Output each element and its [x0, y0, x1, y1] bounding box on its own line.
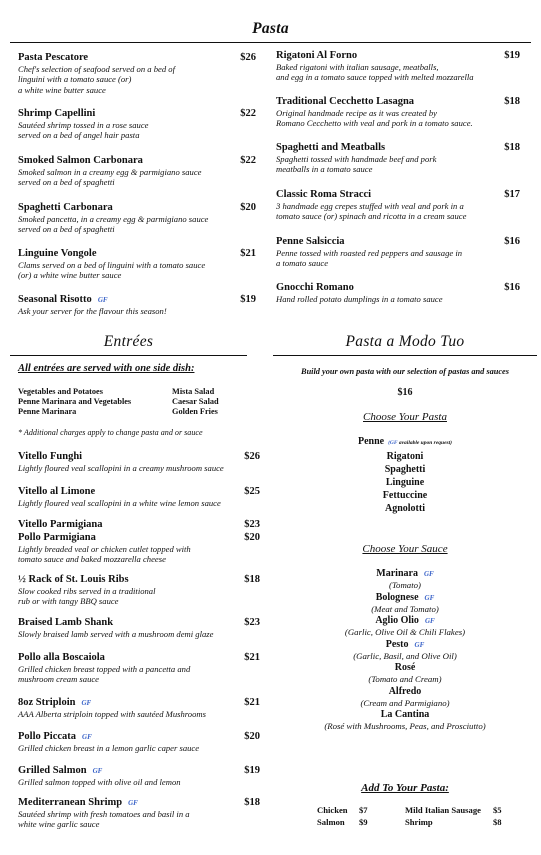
- sauce-name: Aglio Olio GF: [375, 615, 435, 626]
- pasta-choice-name: Rigatoni: [386, 451, 424, 462]
- pasta-choice-name: Penne: [357, 436, 385, 447]
- pasta-choice-name: Agnolotti: [385, 503, 425, 514]
- side-dish: Mista Salad: [172, 387, 215, 396]
- item-description: Spaghetti tossed with handmade beef and pork: [276, 154, 437, 164]
- pasta-choice: [273, 450, 537, 463]
- addon-price: $8: [493, 817, 502, 827]
- menu-item: [18, 155, 256, 188]
- item-description: white wine garlic sauce: [18, 819, 100, 830]
- item-description: Sautéed shrimp tossed in a rose sauce: [18, 120, 149, 130]
- item-price: $26: [240, 52, 256, 63]
- sauce-description: (Garlic, Basil, and Olive Oil): [353, 650, 457, 661]
- sauce-name: Rosé: [394, 662, 416, 673]
- item-description: (or) a white wine butter sauce: [18, 270, 122, 281]
- pasta-title: Pasta: [252, 20, 289, 37]
- menu-item: [276, 96, 520, 129]
- item-description: tomato sauce and baked mozzarella cheese: [18, 554, 166, 565]
- item-price: $18: [244, 797, 260, 808]
- item-name: Grilled Salmon GF: [18, 765, 103, 776]
- pasta-choice: [273, 489, 537, 502]
- item-name: Shrimp Capellini: [18, 108, 96, 119]
- item-name: Smoked Salmon Carbonara: [18, 155, 143, 166]
- item-price: $16: [504, 282, 520, 293]
- menu-item: [276, 50, 520, 83]
- penne-gf-note: (GF available upon request): [388, 440, 453, 446]
- item-description: Clams served on a bed of linguini with a tomato sauce: [18, 260, 206, 270]
- item-description: Baked rigatoni with italian sausage, meatballs,: [276, 62, 439, 72]
- pasta-choice: [273, 463, 537, 476]
- item-description: Lightly breaded veal or chicken cutlet topped with: [18, 544, 191, 554]
- item-name: Traditional Cecchetto Lasagna: [276, 96, 415, 107]
- item-description: Hand rolled potato dumplings in a tomato sauce: [276, 294, 443, 304]
- item-description: Lightly floured veal scallopini in a creamy mushroom sauce: [18, 463, 224, 473]
- item-name: Penne Salsiccia: [276, 236, 345, 247]
- sauce-description: (Tomato): [389, 580, 421, 590]
- item-price: $21: [244, 697, 260, 708]
- gf-badge: GF: [423, 570, 434, 578]
- choose-sauce-heading: Choose Your Sauce: [362, 543, 448, 555]
- menu-item: [18, 652, 260, 685]
- menu-item: [18, 108, 256, 141]
- item-name: 8oz Striploin GF: [18, 697, 92, 708]
- gf-badge: GF: [414, 640, 425, 649]
- item-price: $19: [504, 50, 520, 61]
- pasta-choice-name: Fettuccine: [382, 490, 428, 501]
- item-description: linguini with a tomato sauce (or): [18, 74, 132, 85]
- item-price: $25: [244, 486, 260, 497]
- item-name: Braised Lamb Shank: [18, 617, 114, 628]
- add-to-pasta-heading: Add To Your Pasta:: [361, 782, 449, 794]
- menu-item: [18, 532, 260, 565]
- menu-item: [18, 574, 260, 607]
- item-price: $17: [504, 189, 520, 200]
- item-price: $22: [240, 155, 256, 166]
- modo-rule: [273, 355, 537, 356]
- item-name: Vitello Funghi: [18, 451, 83, 462]
- item-description: Slowly braised lamb served with a mushroom demi glaze: [18, 629, 214, 639]
- menu-item: [276, 189, 520, 222]
- item-description: rub or with tangy BBQ sauce: [18, 596, 119, 607]
- item-description: Sautéed shrimp with fresh tomatoes and basil in a: [18, 809, 190, 819]
- charges-note: * Additional charges apply to change pasta and or sauce: [18, 428, 203, 437]
- entrees-rule: [10, 355, 247, 356]
- item-price: $20: [244, 731, 260, 742]
- menu-item: [276, 236, 520, 269]
- item-price: $18: [244, 574, 260, 585]
- pasta-choice: [273, 435, 537, 450]
- item-description: a white wine butter sauce: [18, 84, 106, 95]
- sauce-description: (Garlic, Olive Oil & Chili Flakes): [344, 627, 466, 637]
- item-name: Mediterranean Shrimp GF: [18, 797, 138, 808]
- modo-price: $16: [397, 387, 413, 398]
- item-name: Vitello Parmigiana: [18, 519, 103, 530]
- side-dish: Penne Marinara: [18, 407, 77, 416]
- item-description: Romano Cecchetto with veal and pork in a tomato sauce.: [276, 118, 473, 129]
- gf-badge: GF: [97, 296, 108, 304]
- addon-name: Salmon: [317, 817, 345, 827]
- side-dish-heading: All entrées are served with one side dish:: [18, 363, 195, 374]
- item-name: Vitello al Limone: [18, 486, 96, 497]
- item-name: Linguine Vongole: [18, 248, 97, 259]
- menu-item: [18, 765, 260, 787]
- side-dish: Vegetables and Potatoes: [18, 387, 103, 396]
- item-description: served on a bed of spaghetti: [18, 224, 115, 235]
- menu-item: [18, 731, 260, 753]
- addon-name: Chicken: [317, 805, 348, 815]
- pasta-rule: [10, 42, 531, 43]
- menu-item: [18, 451, 260, 473]
- sauce-choice-list: [273, 568, 537, 733]
- item-description: Slow cooked ribs served in a traditional: [18, 586, 156, 596]
- item-price: $19: [244, 765, 260, 776]
- item-name: Gnocchi Romano: [276, 282, 354, 293]
- item-description: Smoked salmon in a creamy egg & parmigiano sauce: [18, 167, 202, 177]
- sauce-description: (Cream and Parmigiano): [360, 697, 450, 708]
- gf-badge: GF: [424, 617, 435, 625]
- item-description: served on a bed of spaghetti: [18, 177, 115, 188]
- menu-item: [18, 202, 256, 235]
- item-name: Rigatoni Al Forno: [276, 50, 358, 61]
- sauce-name: Marinara GF: [376, 568, 434, 579]
- side-dish: Penne Marinara and Vegetables: [18, 397, 132, 406]
- menu-item: [276, 282, 520, 304]
- gf-badge: GF: [92, 767, 103, 775]
- pasta-choice: [273, 502, 537, 515]
- addon-price: $7: [359, 805, 368, 815]
- item-description: a tomato sauce: [276, 258, 329, 269]
- item-description: Smoked pancetta, in a creamy egg & parmigiano sauce: [18, 214, 209, 224]
- sauce-description: (Meat and Tomato): [371, 603, 439, 614]
- pasta-choice-list: [273, 435, 537, 515]
- item-price: $23: [244, 617, 260, 628]
- item-description: tomato sauce (or) spinach and ricotta in a cream sauce: [276, 211, 467, 222]
- gf-badge: GF: [82, 733, 92, 741]
- item-price: $20: [244, 532, 260, 543]
- item-description: Original handmade recipe as it was created by: [276, 108, 437, 118]
- item-name: Pollo alla Boscaiola: [18, 652, 105, 663]
- item-description: Grilled salmon topped with olive oil and lemon: [18, 777, 181, 787]
- item-price: $18: [504, 96, 520, 107]
- pasta-choice-name: Linguine: [385, 477, 425, 488]
- item-description: Chef's selection of seafood served on a bed of: [18, 64, 175, 74]
- item-price: $21: [240, 248, 256, 259]
- addon-price: $9: [359, 817, 368, 827]
- item-name: Spaghetti and Meatballs: [276, 142, 386, 153]
- gf-badge: (GF: [388, 440, 398, 446]
- sauce-name: Alfredo: [388, 685, 422, 697]
- item-price: $19: [240, 294, 256, 305]
- menu-item: [276, 142, 520, 175]
- item-price: $26: [244, 451, 260, 462]
- menu-item: [18, 248, 256, 281]
- menu-item: [18, 52, 256, 95]
- sauce-name: Pesto GF: [385, 638, 425, 650]
- gf-badge: GF: [424, 593, 435, 602]
- sauce-name: Bolognese GF: [375, 591, 435, 603]
- item-price: $18: [504, 142, 520, 153]
- sauce-description: (Tomato and Cream): [368, 674, 442, 684]
- gf-badge: GF: [81, 699, 92, 707]
- choose-pasta-heading: Choose Your Pasta: [363, 411, 447, 423]
- menu-item: [18, 519, 260, 531]
- menu-item: [18, 797, 260, 830]
- pasta-choice: [273, 476, 537, 489]
- item-description: served on a bed of angel hair pasta: [18, 130, 140, 141]
- item-name: Spaghetti Carbonara: [18, 202, 113, 213]
- item-description: Ask your server for the flavour this season!: [18, 306, 167, 316]
- item-description: mushroom cream sauce: [18, 674, 99, 685]
- item-description: meatballs in a tomato sauce: [276, 164, 373, 175]
- item-description: Lightly floured veal scallopini in a white wine lemon sauce: [18, 498, 221, 508]
- item-description: and egg in a tomato sauce topped with melted mozzarella: [276, 72, 474, 83]
- entrees-title: Entrées: [103, 333, 154, 350]
- item-price: $20: [240, 202, 256, 213]
- item-name: Seasonal Risotto GF: [18, 294, 108, 305]
- side-dish: Golden Fries: [172, 407, 218, 416]
- item-price: $21: [244, 652, 260, 663]
- item-price: $22: [240, 108, 256, 119]
- item-name: Classic Roma Stracci: [276, 189, 372, 200]
- addon-name: Shrimp: [405, 817, 433, 827]
- item-description: 3 handmade egg crepes stuffed with veal and pork in a: [276, 201, 464, 211]
- menu-item: [18, 697, 260, 719]
- modo-title: Pasta a Modo Tuo: [345, 333, 465, 350]
- item-description: Grilled chicken breast in a lemon garlic caper sauce: [18, 743, 200, 753]
- item-price: $23: [244, 519, 260, 530]
- menu-item: [18, 617, 260, 639]
- addon-price: $5: [493, 805, 502, 815]
- pasta-choice-name: Spaghetti: [384, 464, 426, 475]
- item-name: Pollo Parmigiana: [18, 532, 96, 543]
- sauce-name: La Cantina: [380, 709, 430, 720]
- item-name: Pasta Pescatore: [18, 52, 89, 63]
- item-price: $16: [504, 236, 520, 247]
- addon-name: Mild Italian Sausage: [405, 805, 481, 815]
- side-dish: Caesar Salad: [172, 397, 219, 406]
- item-description: AAA Alberta striploin topped with sautéed Mushrooms: [18, 709, 206, 719]
- menu-item: [18, 486, 260, 508]
- menu-item: [18, 294, 256, 316]
- gf-badge: GF: [128, 799, 138, 807]
- item-name: Pollo Piccata GF: [18, 731, 92, 742]
- item-name: ½ Rack of St. Louis Ribs: [18, 574, 129, 585]
- modo-intro: Build your own pasta with our selection of pastas and sauces: [301, 367, 509, 376]
- sauce-description: (Rosé with Mushrooms, Peas, and Prosciutto): [324, 721, 486, 731]
- item-description: Grilled chicken breast topped with a pancetta and: [18, 664, 191, 674]
- item-description: Penne tossed with roasted red peppers and sausage in: [276, 248, 463, 258]
